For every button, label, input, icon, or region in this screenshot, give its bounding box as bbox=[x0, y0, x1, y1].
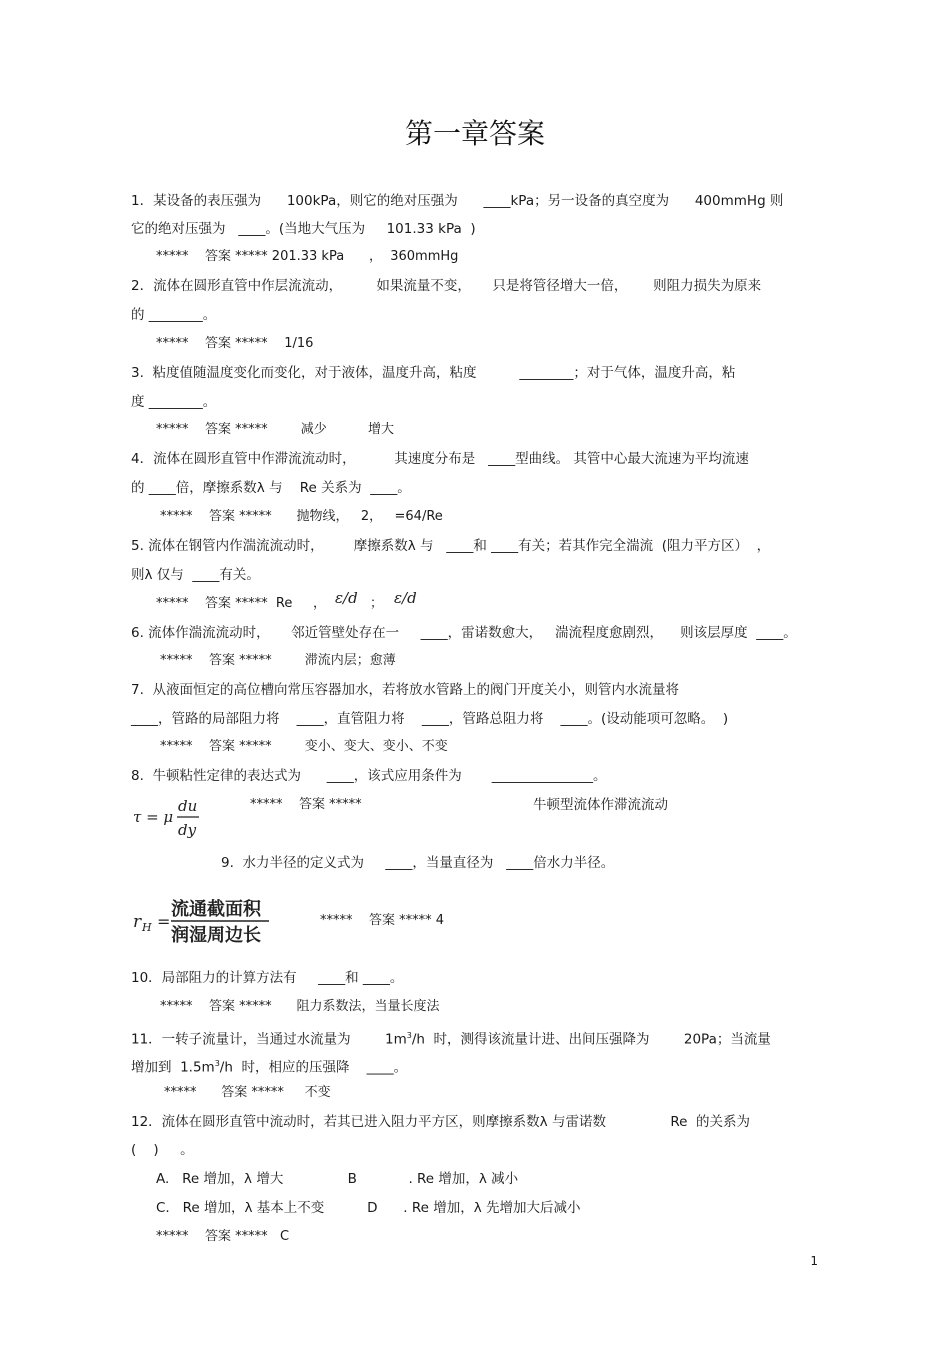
q2-line2: 的 ________。 bbox=[131, 307, 217, 323]
q5-line1: 5. 流体在钢管内作湍流流动时， 摩擦系数λ 与 ____和 ____有关；若其作完全湍流 (阻力平方区） ， bbox=[131, 538, 771, 554]
q11-sup2: 3 bbox=[214, 1059, 220, 1068]
page-title: 第一章答案 bbox=[404, 117, 545, 150]
q12-options-ab: A. Re 增加，λ 增大 B . Re 增加，λ 减小 bbox=[156, 1171, 519, 1187]
q11-line2b: /h 时，相应的压强降 ____。 bbox=[219, 1059, 408, 1076]
q6-line1: 6. 流体作湍流流动时， 邻近管壁处存在一 ____，雷诺数愈大， 湍流程度愈剧烈， 则该层厚度 ____。 bbox=[131, 625, 797, 641]
q8-newton-viscosity-formula bbox=[131, 793, 211, 843]
q4-line1: 4．流体在圆形直管中作滞流流动时， 其速度分布是 ____型曲线。 其管中心最大流速为平均流速 bbox=[131, 451, 749, 467]
q3-line2: 度 ________。 bbox=[131, 394, 217, 410]
q12-options-cd: C. Re 增加，λ 基本上不变 D . Re 增加，λ 先增加大后减小 bbox=[156, 1200, 581, 1216]
q10-line1: 10．局部阻力的计算方法有 ____和 ____。 bbox=[131, 970, 404, 986]
q5-formula-roughness-2 bbox=[392, 586, 426, 610]
q8-formula-lhs: τ = μ bbox=[133, 808, 174, 826]
q5-answer: ***** 答案 ***** Re ， bbox=[156, 596, 327, 611]
page-number: 1 bbox=[810, 1254, 818, 1268]
q11-line2 bbox=[131, 1055, 407, 1077]
q12-answer: ***** 答案 ***** C bbox=[156, 1229, 290, 1244]
q11-line1b: /h 时，测得该流量计进、出间压强降为 20Pa；当流量 bbox=[411, 1031, 771, 1048]
q12-line2: ( ) 。 bbox=[131, 1142, 194, 1158]
q8-formula-denominator: dy bbox=[178, 821, 197, 839]
q5-formula-roughness-1 bbox=[333, 586, 367, 610]
q9-line1: 9. 水力半径的定义式为 ____，当量直径为 ____倍水力半径。 bbox=[221, 855, 615, 871]
q11-answer: ***** 答案 ***** 不变 bbox=[164, 1085, 331, 1100]
q11-line1 bbox=[131, 1027, 771, 1049]
svg-text:=: = bbox=[157, 912, 171, 931]
q7-line1: 7. 从液面恒定的高位槽向常压容器加水，若将放水管路上的阀门开度关小，则管内水流量将 bbox=[131, 682, 679, 698]
q2-answer: ***** 答案 ***** 1/16 bbox=[156, 336, 314, 351]
q7-line2: ____，管路的局部阻力将 ____，直管阻力将 ____，管路总阻力将 ____。(设动能项可忽略。 ) bbox=[131, 711, 729, 727]
q5-formula1-text: ε/d bbox=[335, 589, 358, 607]
q12-line1: 12．流体在圆形直管中流动时，若其已进入阻力平方区，则摩擦系数λ 与雷诺数 Re 的关系为 bbox=[131, 1114, 750, 1130]
q5-line2: 则λ 仅与 ____有关。 bbox=[131, 567, 260, 583]
q9-hydraulic-radius-formula bbox=[131, 895, 281, 947]
q9-answer: ***** 答案 ***** 4 bbox=[320, 913, 445, 928]
q5-formula2-text: ε/d bbox=[394, 589, 417, 607]
q8-answer-text: 牛顿型流体作滞流流动 bbox=[533, 797, 668, 813]
q1-line1: 1．某设备的表压强为 100kPa，则它的绝对压强为 ____kPa；另一设备的真空度为 400mmHg 则 bbox=[131, 193, 784, 209]
q8-answer: ***** 答案 ***** bbox=[250, 797, 362, 812]
q6-answer: ***** 答案 ***** 滞流内层；愈薄 bbox=[160, 653, 396, 668]
q9-formula-lhs: r bbox=[133, 912, 142, 932]
q1-line2: 它的绝对压强为 ____。(当地大气压为 101.33 kPa ) bbox=[131, 221, 476, 237]
q11-line2a: 增加到 1.5m bbox=[131, 1059, 215, 1076]
q3-answer: ***** 答案 ***** 减少 增大 bbox=[156, 422, 395, 437]
q9-formula-denominator: 润湿周边长 bbox=[171, 925, 261, 946]
q4-line2: 的 ____倍，摩擦系数λ 与 Re 关系为 ____。 bbox=[131, 480, 411, 496]
q9-formula-numerator: 流通截面积 bbox=[171, 899, 261, 920]
q4-answer: ***** 答案 ***** 抛物线， 2， =64/Re bbox=[160, 509, 443, 524]
q5-separator: ； bbox=[370, 596, 384, 611]
q7-answer: ***** 答案 ***** 变小、变大、变小、不变 bbox=[160, 739, 448, 754]
q1-answer: ***** 答案 ***** 201.33 kPa ， 360mmHg bbox=[156, 249, 459, 264]
q11-line1a: 11．一转子流量计，当通过水流量为 1m bbox=[131, 1031, 407, 1048]
q9-formula-subscript: H bbox=[142, 921, 152, 934]
q8-formula-numerator: du bbox=[178, 797, 198, 815]
q11-sup1: 3 bbox=[406, 1031, 412, 1040]
q2-line1: 2．流体在圆形直管中作层流流动， 如果流量不变， 只是将管径增大一倍， 则阻力损失为原来 bbox=[131, 278, 762, 294]
q10-answer: ***** 答案 ***** 阻力系数法，当量长度法 bbox=[160, 999, 440, 1014]
q8-line1: 8. 牛顿粘性定律的表达式为 ____，该式应用条件为 _______________。 bbox=[131, 768, 607, 784]
q3-line1: 3. 粘度值随温度变化而变化，对于液体，温度升高，粘度 ________；对于气体，温度升高，粘 bbox=[131, 365, 736, 381]
